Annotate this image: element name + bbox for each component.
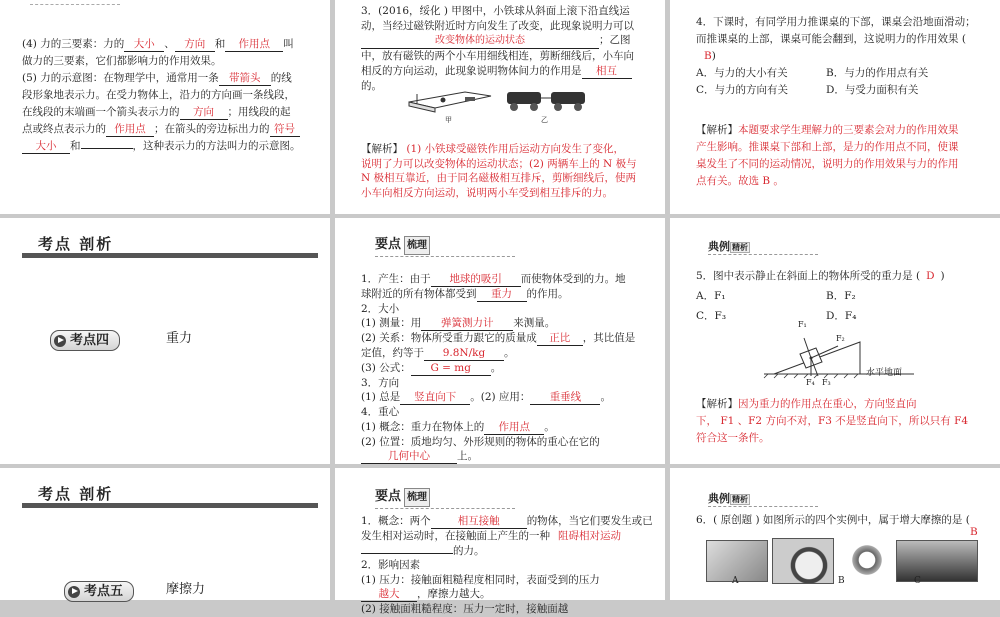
text: 相反的方向运动，此现象说明物体间力的作用是 [361, 64, 582, 77]
option-a: A．F₁ [696, 290, 726, 302]
text: 的线 [270, 72, 292, 84]
title-text: 要点 [375, 489, 402, 504]
badge-label: 考点四 [70, 333, 110, 348]
question-3-text [361, 4, 661, 93]
answer-blank: 几何中心 [361, 449, 457, 464]
play-icon [54, 335, 66, 347]
text: 的作用。 [526, 288, 569, 300]
text: (1) 总是 [361, 391, 401, 404]
text: (4) 力的三要素：力的 [22, 38, 125, 50]
text: 来测量。 [513, 317, 556, 330]
answer-blank: 正比 [537, 331, 583, 346]
topic-title: 摩擦力 [166, 582, 206, 597]
analysis-3 [361, 142, 661, 200]
text: ，其比值是 [582, 332, 636, 345]
answer-blank: 改变物体的运动状态 [361, 34, 599, 49]
force-elements-text [22, 36, 322, 155]
text: 。 [600, 391, 611, 404]
option-c: C．F₃ [696, 310, 727, 322]
panel-question-3 [335, 0, 665, 214]
answer-blank: 9.8N/kg [424, 346, 504, 361]
answer-blank: 符号 [270, 122, 300, 137]
answer-blank: 作用点 [106, 122, 154, 137]
text: 定值，约等于 [361, 347, 424, 360]
panel-question-5 [670, 218, 1000, 464]
answer-blank: 重力 [477, 287, 527, 302]
header-bar [22, 503, 318, 508]
answer: B [704, 50, 712, 62]
magnet-ramp-figure [405, 86, 495, 118]
label-a: A [732, 576, 739, 586]
section-header: 考点 剖析 [38, 485, 114, 503]
text-line: (2) 接触面粗糙程度：压力一定时，接触面越 [361, 603, 569, 615]
title-box: 精析 [732, 495, 748, 504]
title-box: 精析 [732, 243, 748, 252]
answer-blank: 作用点 [225, 37, 283, 52]
option-b: B．与力的作用点有关 [826, 67, 929, 79]
text: (5) 力的示意图：在物理学中，通常用一条 [22, 72, 219, 84]
title-divider [375, 508, 515, 509]
topic-badge[interactable] [50, 330, 120, 351]
text-line: 2．影响因素 [361, 559, 421, 571]
text: 在线段的末端画一个箭头表示力的 [22, 106, 180, 118]
label-f1: F₁ [798, 320, 807, 329]
text-line: 说明了力可以改变物体的运动状态；(2) 两辆车上的 N 极与 [361, 157, 637, 170]
text: ；在箭头的旁边标出力的 [154, 123, 270, 135]
label-ground: 水平地面 [866, 368, 903, 378]
analysis-label: 【解析】 [696, 124, 738, 136]
text: 叫 [283, 38, 294, 50]
text-line: 中，放有磁铁的两个小车用细线相连，剪断细线后，小车向 [361, 50, 634, 62]
text: ；用线段的起 [227, 106, 291, 118]
text: 发生相对运动时，在接触面上产生的一种 [361, 530, 550, 542]
play-icon [68, 586, 80, 598]
text: 的物体，当它们要发生或已 [526, 515, 653, 527]
question-4-text [696, 14, 996, 99]
text: (1) 小铁球受磁铁作用后运动方向发生了变化， [406, 143, 625, 155]
text: 而使物体受到的力。地 [520, 273, 626, 285]
answer-blank: 大小 [22, 139, 70, 154]
text: 因为重力的作用点在重心，方向竖直向 [738, 398, 917, 410]
answer-blank: 重垂线 [530, 390, 600, 405]
option-d: D．F₄ [826, 310, 857, 322]
analysis-label: 【解析】 [696, 398, 738, 410]
question-5-text [696, 266, 996, 326]
text-line: 符合这一条件。 [696, 432, 770, 444]
text: ) [711, 50, 716, 62]
text: 。 [490, 362, 502, 375]
question-6-text [696, 512, 996, 529]
section-header: 考点 剖析 [38, 235, 114, 253]
answer: D [926, 270, 935, 282]
text-line: 产生影响。推课桌下部和上部，是力的作用点不同，使课 [696, 141, 959, 153]
badge-label: 考点五 [84, 584, 124, 599]
analysis-4 [696, 122, 996, 190]
panel-question-6 [670, 468, 1000, 600]
text: 。 [544, 420, 555, 433]
title-divider [708, 506, 818, 507]
analysis-label: 【解析】 [361, 143, 403, 155]
analysis-5 [696, 396, 996, 447]
text-line: 6．( 原创题 ) 如图所示的四个实例中，属于增大摩擦的是 ( [696, 514, 970, 526]
answer-blank: 相互 [582, 64, 632, 79]
text: 1．产生：由于 [361, 273, 431, 285]
text: (2) 关系：物体所受重力跟它的质量成 [361, 332, 537, 345]
text: 本题要求学生理解力的三要素会对力的作用效果 [738, 124, 959, 136]
text-line: 3．(2016，绥化 ) 甲图中，小铁球从斜面上滚下沿直线运 [361, 5, 630, 17]
text-line: 段形象地表示力。在受力物体上，沿力的方向画一条线段， [22, 89, 295, 101]
text: 、 [164, 38, 175, 50]
text: 1．概念：两个 [361, 515, 431, 527]
title-text: 典例 [708, 240, 730, 253]
photo-b-bicycle-wheel [772, 538, 834, 584]
answer-text: 阻碍相对运动 [558, 530, 621, 542]
answer-blank: 大小 [124, 37, 164, 52]
text-line: 2．大小 [361, 303, 400, 315]
text: ；乙图 [599, 34, 631, 46]
panel-topic-friction [0, 468, 330, 600]
text: 和 [214, 38, 226, 50]
panel-friction-points [335, 468, 665, 615]
answer: B [970, 526, 978, 538]
figure-caption-jia: 甲 [445, 116, 452, 124]
answer-blank: 竖直向下 [400, 390, 470, 405]
text: 。 [504, 347, 515, 360]
section-title [375, 236, 430, 255]
text-line: 下， F1 、F2 方向不对，F3 不是竖直向下，所以只有 F4 [696, 415, 969, 427]
topic-title: 重力 [166, 331, 193, 346]
label-b: B [838, 576, 845, 586]
panel-gravity-points [335, 218, 665, 464]
text-line: 点有关。故选 B 。 [696, 175, 784, 187]
answer-blank: 相互接触 [431, 514, 527, 529]
label-c: C [914, 576, 921, 586]
title-divider [708, 254, 818, 255]
text: 上。 [457, 449, 478, 462]
text-line: 3．方向 [361, 377, 400, 390]
label-f2: F₂ [836, 334, 845, 343]
answer-blank: 方向 [180, 105, 228, 120]
text: 球附近的所有物体都受到 [361, 288, 477, 300]
section-title [375, 488, 430, 507]
photo-c-bearing [842, 540, 892, 580]
topic-badge[interactable] [64, 581, 134, 602]
text-line: (2) 位置：质地均匀、外形规则的物体的重心在它的 [361, 435, 600, 448]
title-text: 要点 [375, 237, 402, 252]
empty-blank [361, 553, 453, 554]
text: ，摩擦力越大。 [417, 588, 491, 600]
gravity-points-text [361, 272, 661, 464]
text: 而推课桌的上部，课桌可能会翻到，这说明力的作用效果 ( [696, 33, 966, 45]
text-line: 的。 [361, 79, 382, 92]
option-a: A．与力的大小有关 [696, 67, 788, 79]
photo-d-hovercraft [896, 540, 978, 582]
panel-question-4 [670, 0, 1000, 214]
panel-force-elements [0, 0, 330, 214]
answer-blank: 地球的吸引 [431, 272, 521, 287]
text: (1) 概念：重力在物体上的 [361, 420, 485, 433]
text: (3) 公式： [361, 362, 411, 375]
answer-blank: G = mg [411, 361, 491, 376]
text: 的力。 [453, 544, 485, 557]
text-line: (1) 压力：接触面粗糙程度相同时，表面受到的压力 [361, 573, 600, 586]
header-bar [22, 253, 318, 258]
text-line: 桌发生了不同的运动情况，说明力的作用效果与力的作用 [696, 158, 959, 170]
text: ) [940, 270, 945, 282]
figure-caption-yi: 乙 [541, 116, 548, 124]
answer-blank: 带箭头 [219, 71, 271, 86]
title-divider [375, 256, 515, 257]
magnet-carts-figure [505, 88, 587, 114]
option-b: B．F₂ [826, 290, 856, 302]
answer-blank: 弹簧测力计 [421, 316, 513, 331]
friction-points-text [361, 514, 661, 617]
answer-blank: 作用点 [484, 420, 544, 435]
text-line: 做力的三要素，它们都影响力的作用效果。 [22, 55, 222, 67]
text: 点或终点表示力的 [22, 123, 106, 135]
text-line: N 极相互靠近，由于同名磁极相互排斥，剪断细线后，使两 [361, 172, 637, 184]
text-line: 4．下课时，有同学用力推课桌的下部，课桌会沿地面滑动； [696, 16, 976, 28]
text: ，这种表示力的方法叫力的示意图。 [132, 140, 301, 152]
title-box: 梳理 [404, 488, 430, 507]
option-d: D．与受力面积有关 [826, 84, 919, 96]
title-box: 梳理 [404, 236, 430, 255]
text-line: 小车向相反方向运动，说明两小车受到相互排斥的力。 [361, 186, 613, 199]
title-text: 典例 [708, 492, 730, 505]
label-f3: F₃ [822, 378, 831, 387]
text: (1) 测量：用 [361, 317, 422, 330]
text: 和 [70, 140, 81, 152]
answer-blank: 方向 [175, 37, 215, 52]
panel-topic-gravity [0, 218, 330, 464]
label-f4: F₄ [806, 378, 815, 387]
text-line: 动，当经过磁铁附近时方向发生了改变，此现象说明力可以 [361, 19, 634, 32]
answer-blank: 越大 [361, 587, 417, 602]
option-c: C．与力的方向有关 [696, 84, 789, 96]
text: 。(2) 应用： [470, 391, 531, 404]
text: 5．图中表示静止在斜面上的物体所受的重力是 ( [696, 270, 921, 282]
text-line: 4．重心 [361, 406, 400, 419]
empty-blank [81, 148, 133, 149]
top-decoration-bar [30, 0, 120, 5]
